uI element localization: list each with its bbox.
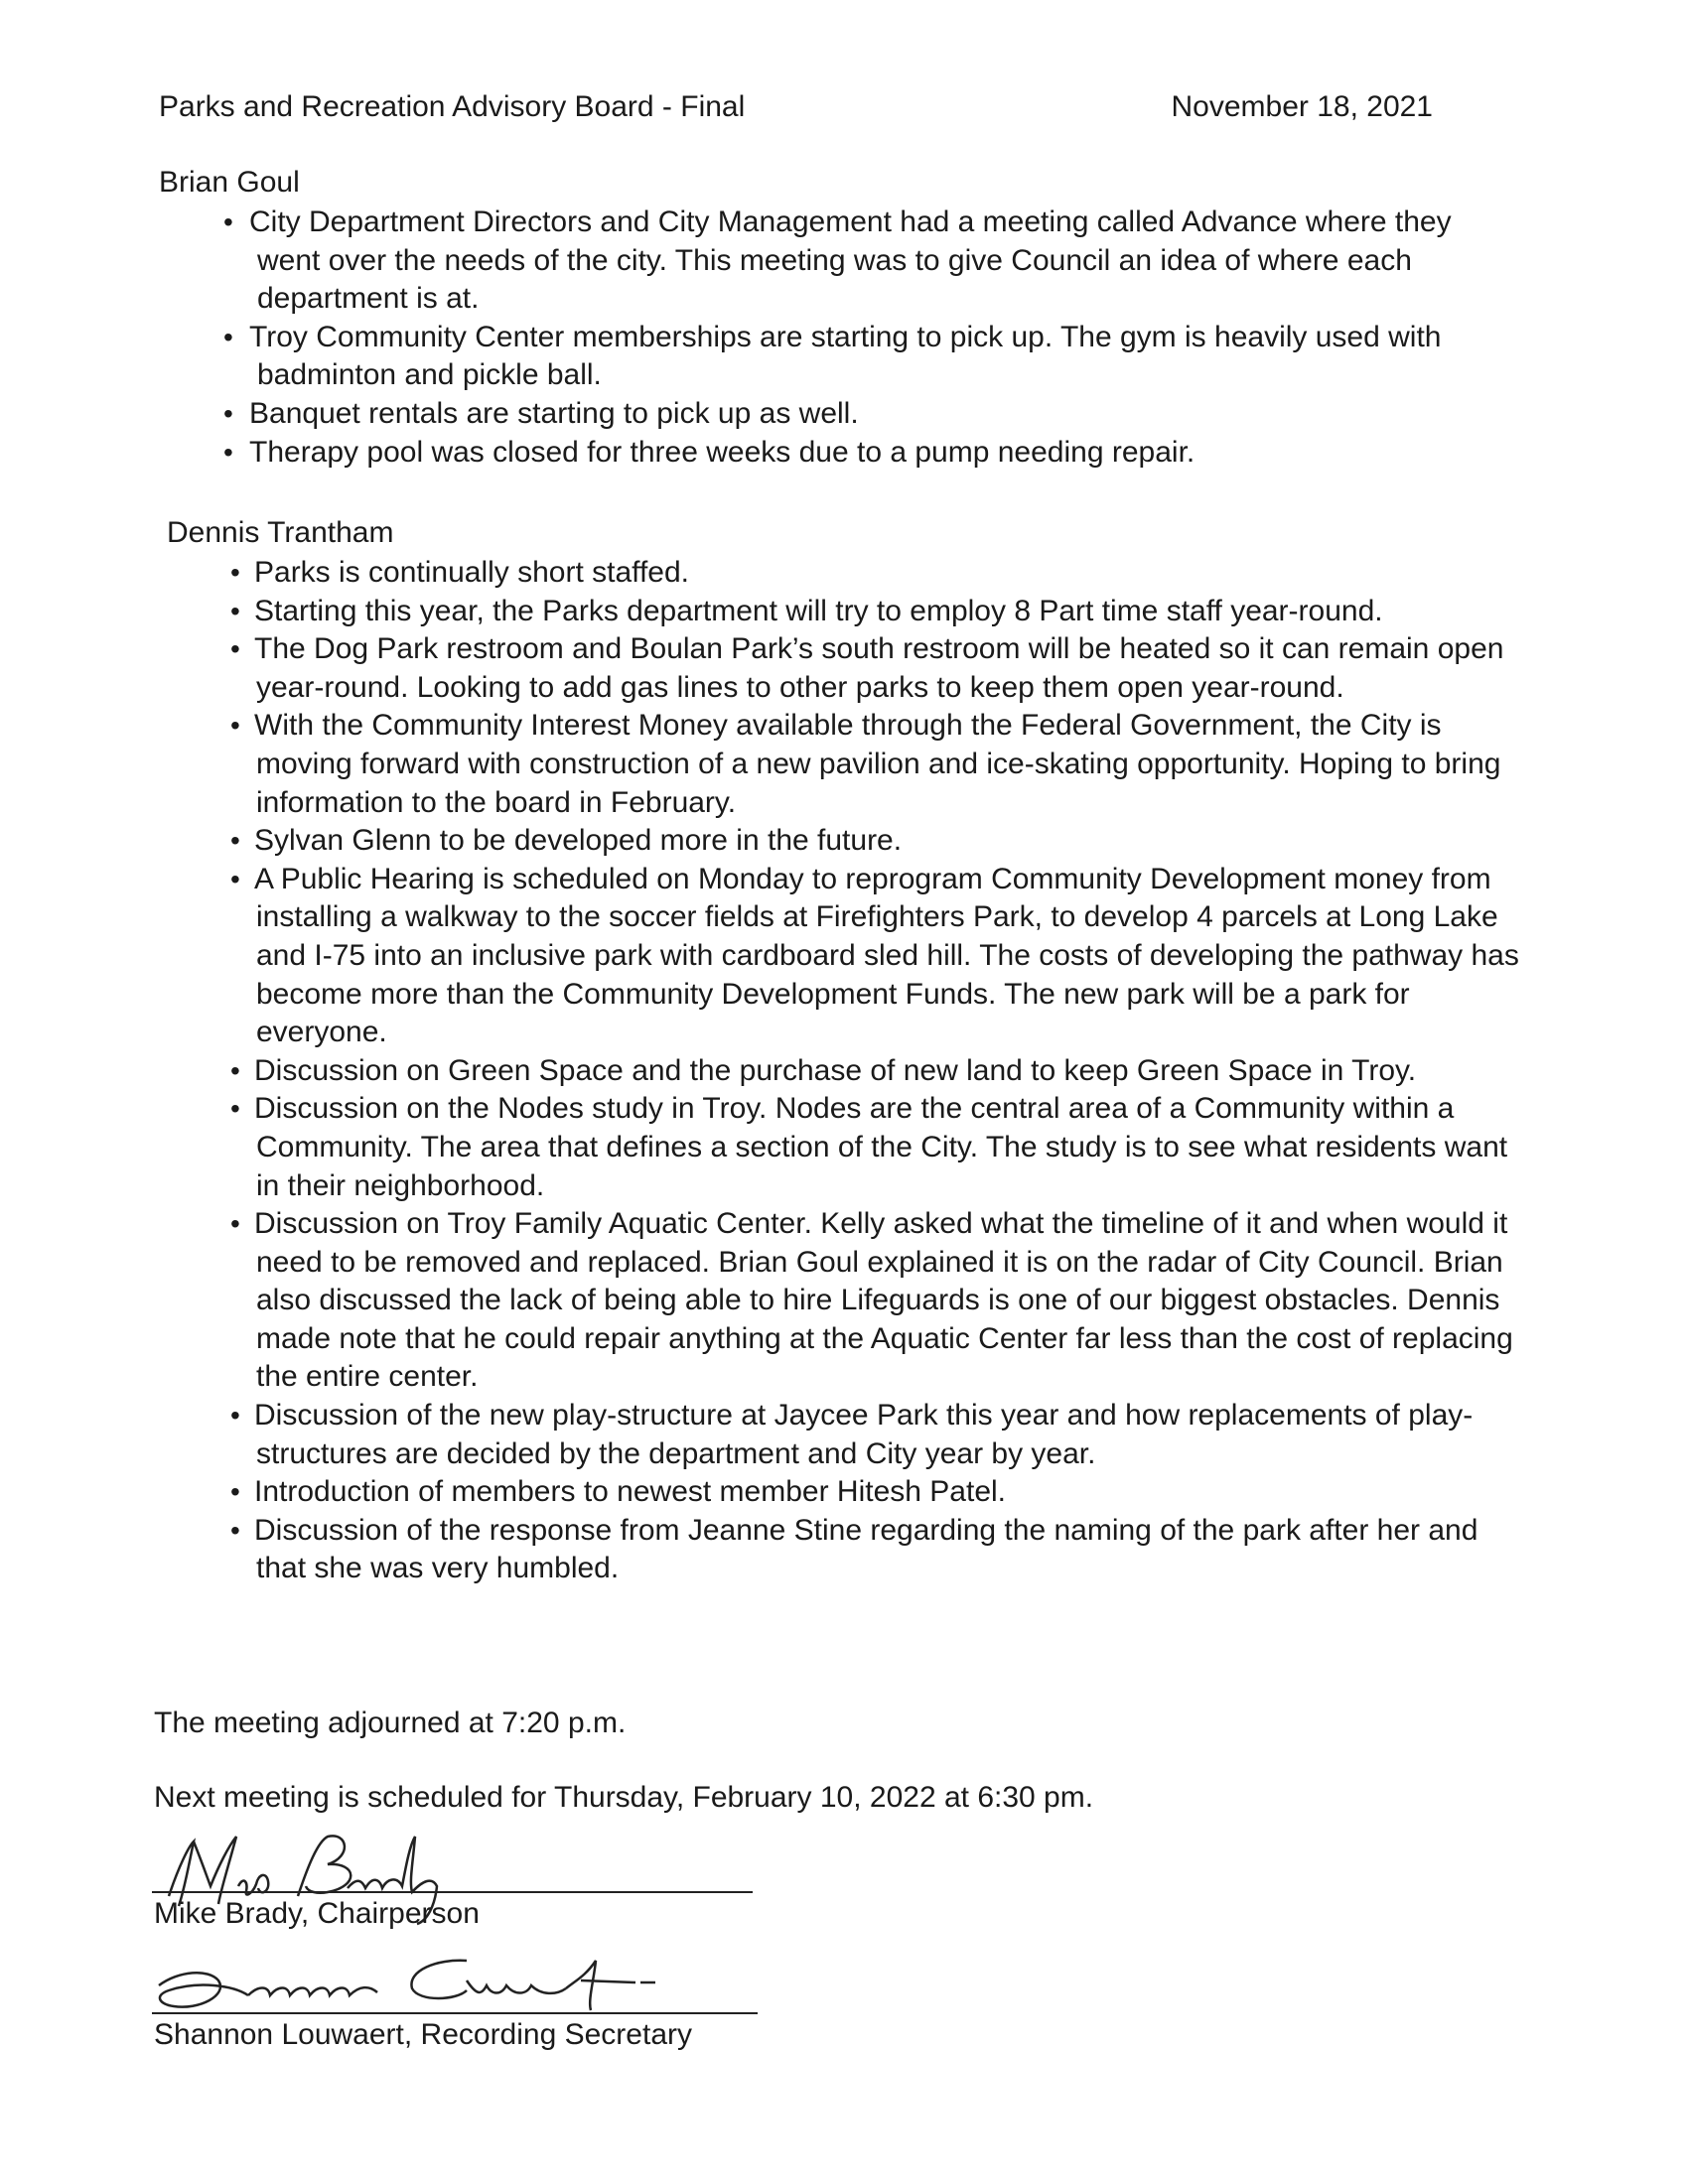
meeting-date: November 18, 2021 — [1171, 90, 1433, 123]
secretary-signature-line — [152, 2012, 758, 2014]
list-item: • Discussion on Green Space and the purchase of new land to keep Green Space in Troy. — [230, 1052, 1521, 1091]
goul-items-list — [223, 204, 1514, 472]
chairperson-signature-line — [152, 1891, 753, 1893]
section-name-trantham: Dennis Trantham — [167, 516, 394, 549]
page-header — [159, 87, 1433, 127]
adjournment-text: The meeting adjourned at 7:20 p.m. — [154, 1706, 627, 1739]
list-item: • Discussion on the Nodes study in Troy. Nodes are the central area of a Community within a Community. The area that defines a section of the City. The study is to see what residents want in their neighborhood. — [230, 1090, 1521, 1205]
list-item: • Banquet rentals are starting to pick up as well. — [223, 395, 1514, 434]
list-item: • Parks is continually short staffed. — [230, 554, 1521, 593]
list-item: • Troy Community Center memberships are starting to pick up. The gym is heavily used with badminton and pickle ball. — [223, 319, 1514, 395]
next-meeting-text: Next meeting is scheduled for Thursday, February 10, 2022 at 6:30 pm. — [154, 1781, 1094, 1814]
list-item: • Sylvan Glenn to be developed more in the future. — [230, 822, 1521, 861]
list-item: • Discussion on Troy Family Aquatic Center. Kelly asked what the timeline of it and when would it need to be removed and replaced. Brian Goul explained it is on the radar of City Council. Brian also discussed the lack of being able to hire Lifeguards is one of our biggest obstacles. Dennis made note that he could repair anything at the Aquatic Center far less than the cost of replacing the entire center. — [230, 1205, 1521, 1397]
section-name-goul: Brian Goul — [159, 166, 300, 199]
trantham-items-list — [230, 554, 1521, 1588]
list-item: • Introduction of members to newest member Hitesh Patel. — [230, 1473, 1521, 1512]
list-item: • Discussion of the response from Jeanne Stine regarding the naming of the park after her and that she was very humbled. — [230, 1512, 1521, 1588]
list-item: • The Dog Park restroom and Boulan Park’s south restroom will be heated so it can remain open year-round. Looking to add gas lines to other parks to keep them open year-round. — [230, 630, 1521, 707]
list-item: • Therapy pool was closed for three weeks due to a pump needing repair. — [223, 434, 1514, 473]
chairperson-label: Mike Brady, Chairperson — [154, 1897, 480, 1930]
list-item: • With the Community Interest Money available through the Federal Government, the City is moving forward with construction of a new pavilion and ice-skating opportunity. Hoping to bring information to the board in February. — [230, 707, 1521, 822]
list-item: • Discussion of the new play-structure at Jaycee Park this year and how replacements of play-structures are decided by the department and City year by year. — [230, 1397, 1521, 1473]
secretary-label: Shannon Louwaert, Recording Secretary — [154, 2018, 692, 2051]
list-item: • A Public Hearing is scheduled on Monday to reprogram Community Development money from installing a walkway to the soccer fields at Firefighters Park, to develop 4 parcels at Long Lake and I-75 into an inclusive park with cardboard sled hill. The costs of developing the pathway has become more than the Community Development Funds. The new park will be a park for everyone. — [230, 861, 1521, 1052]
list-item: • Starting this year, the Parks department will try to employ 8 Part time staff year-round. — [230, 593, 1521, 631]
document-title: Parks and Recreation Advisory Board - Final — [159, 90, 746, 123]
list-item: • City Department Directors and City Management had a meeting called Advance where they went over the needs of the city. This meeting was to give Council an idea of where each department is at. — [223, 204, 1514, 319]
